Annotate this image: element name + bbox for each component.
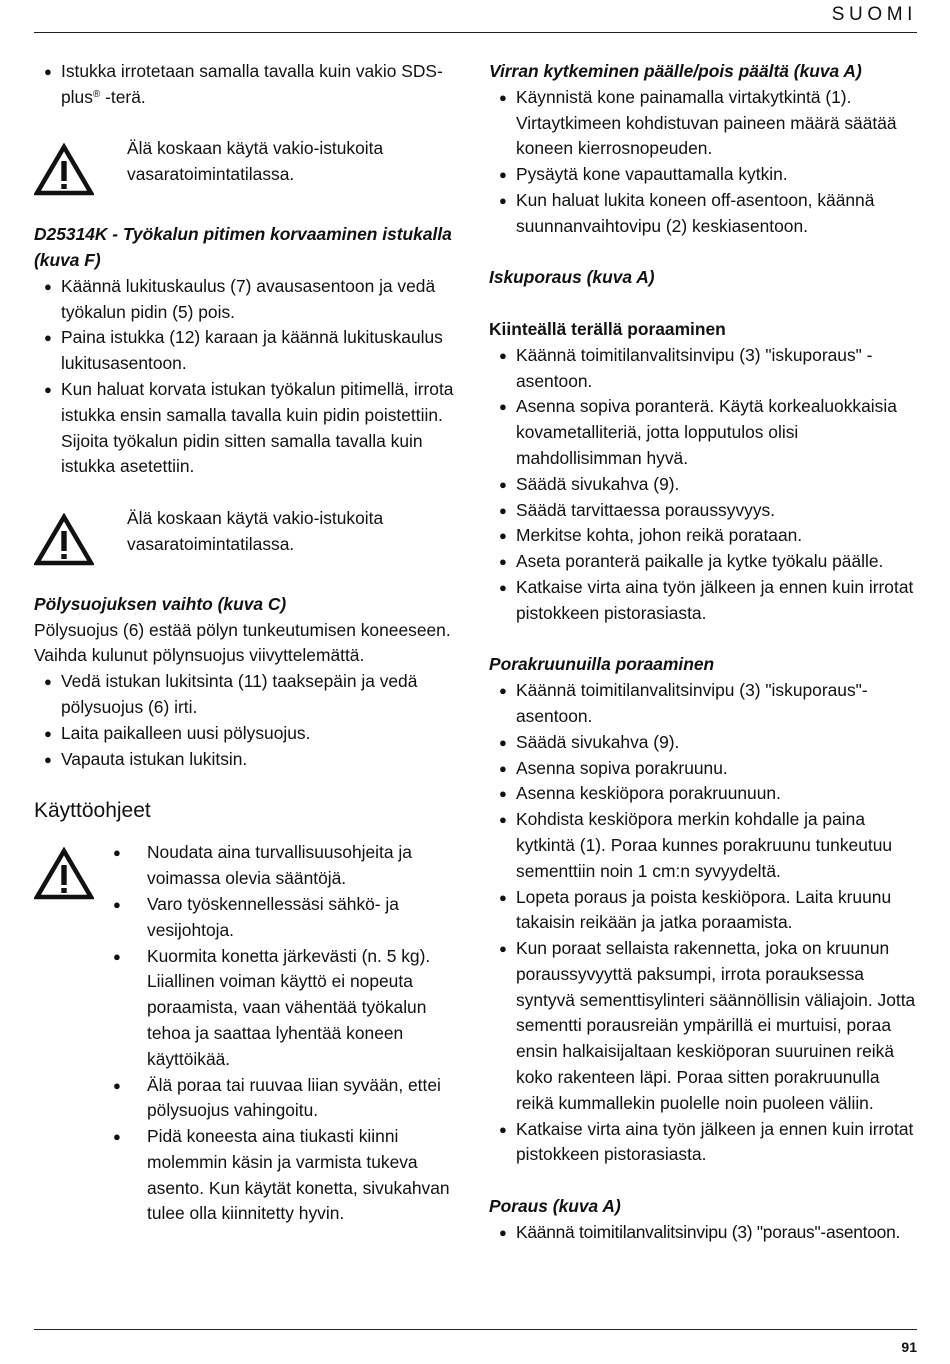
list-item: ● Laita paikalleen uusi pölysuojus.: [34, 721, 464, 747]
intro-list: [34, 59, 464, 111]
dust-list: [34, 669, 464, 772]
warning-block: [34, 506, 464, 566]
list-item: ● Katkaise virta aina työn jälkeen ja ennen kuin irrotat pistokkeen pistorasiasta.: [489, 1117, 919, 1169]
list-item: ● Paina istukka (12) karaan ja käännä lukituskaulus lukitusasentoon.: [34, 325, 464, 377]
list-item: ● Aseta poranterä paikalle ja kytke työkalu päälle.: [489, 549, 919, 575]
left-column: [34, 59, 464, 1227]
list-item: ● Katkaise virta aina työn jälkeen ja ennen kuin irrotat pistokkeen pistorasiasta.: [489, 575, 919, 627]
warning-block: [34, 136, 464, 196]
list-item: ● Merkitse kohta, johon reikä porataan.: [489, 523, 919, 549]
list-item: ● Kun haluat korvata istukan työkalun pitimellä, irrota istukka ensin samalla tavalla kuin pidin poistettiin. Sijoita työkalun pidin sitten samalla tavalla kuin istukka asetettiin.: [34, 377, 464, 480]
list-item: ● Säädä tarvittaessa poraussyvyys.: [489, 498, 919, 524]
right-column: [489, 59, 919, 1246]
list-item: ● Pidä koneesta aina tiukasti kiinni molemmin käsin ja varmista tukeva asento. Kun käytät konetta, sivukahvan tulee olla kiinnitetty hyvin.: [127, 1124, 464, 1227]
section-heading-solid: Kiinteällä terällä poraaminen: [489, 318, 726, 339]
list-item: ● Käynnistä kone painamalla virtakytkintä (1). Virtaytkimeen kohdistuvan paineen määrä säätää koneen kierrosnopeuden.: [489, 85, 919, 162]
list-item: ● Käännä toimitilanvalitsinvipu (3) "iskuporaus" -asentoon.: [489, 343, 919, 395]
page-number: 91: [901, 1339, 917, 1355]
dust-paragraph: Pölysuojus (6) estää pölyn tunkeutumisen koneeseen. Vaihda kulunut pölynsuojus viivyttelemättä.: [34, 619, 451, 666]
section-heading-chuck: D25314K - Työkalun pitimen korvaaminen istukalla (kuva F): [34, 224, 452, 270]
section-heading-hammer: Iskuporaus (kuva A): [489, 267, 655, 288]
warning-icon: [34, 847, 94, 900]
registered-mark: ®: [92, 88, 101, 100]
solid-list: [489, 343, 919, 627]
chuck-list: [34, 274, 464, 480]
section-heading-power: Virran kytkeminen päälle/pois päältä (kuva A): [489, 61, 862, 81]
warning-icon: [34, 513, 94, 566]
list-item: ● Asenna keskiöpora porakruunuun.: [489, 781, 919, 807]
language-label: SUOMI: [831, 4, 917, 25]
list-item: ● Varo työskennellessäsi sähkö- ja vesijohtoja.: [127, 892, 464, 944]
footer-rule: [34, 1329, 917, 1330]
usage-warning-block: [34, 840, 464, 1227]
list-item: ● Istukka irrotetaan samalla tavalla kuin vakio SDS-plus® -terä.: [34, 59, 464, 111]
list-item: ● Käännä toimitilanvalitsinvipu (3) "poraus"-asentoon.: [489, 1220, 919, 1246]
drill-list: [489, 1220, 919, 1246]
list-item: ● Säädä sivukahva (9).: [489, 730, 919, 756]
list-item: ● Kun haluat lukita koneen off-asentoon, käännä suunnanvaihtovipu (2) keskiasentoon.: [489, 188, 919, 240]
list-item: ● Pysäytä kone vapauttamalla kytkin.: [489, 162, 919, 188]
list-item: ● Kun poraat sellaista rakennetta, joka on kruunun poraussyvyyttä paksumpi, irrota porauksessa syntyvä sementtisylinteri säännöllisin väliajoin. Jotta sementti porausreiän ympärillä ei murtuisi, poraa ensin halkaisijaltaan keskiöporan suuruinen reikä koko rakenteen läpi. Poraa sitten porakruunulla reikä kummallekin puolelle noin puoleen väliin.: [489, 936, 919, 1117]
core-list: [489, 678, 919, 1168]
section-heading-core: Porakruunuilla poraaminen: [489, 654, 715, 675]
list-item: ● Vedä istukan lukitsinta (11) taaksepäin ja vedä pölysuojus (6) irti.: [34, 669, 464, 721]
list-item: ● Käännä lukituskaulus (7) avausasentoon ja vedä työkalun pidin (5) pois.: [34, 274, 464, 326]
list-item: ● Lopeta poraus ja poista keskiöpora. Laita kruunu takaisin reikään ja jatka poraamista.: [489, 885, 919, 937]
header-rule: [34, 32, 917, 33]
list-item: ● Noudata aina turvallisuusohjeita ja voimassa olevia sääntöjä.: [127, 840, 464, 892]
list-item: ● Asenna sopiva porakruunu.: [489, 756, 919, 782]
warning-text: Älä koskaan käytä vakio-istukoita vasaratoimintatilassa.: [127, 507, 384, 554]
list-item: ● Säädä sivukahva (9).: [489, 472, 919, 498]
warning-icon: [34, 143, 94, 196]
warning-text: Älä koskaan käytä vakio-istukoita vasaratoimintatilassa.: [127, 138, 384, 185]
list-item: ● Kohdista keskiöpora merkin kohdalle ja paina kytkintä (1). Poraa kunnes porakruunu tunkeutuu sementtiin noin 1 cm:n syvyydeltä.: [489, 807, 919, 884]
section-heading-drill: Poraus (kuva A): [489, 1196, 621, 1217]
section-heading-usage: Käyttöohjeet: [34, 799, 151, 823]
power-list: [489, 85, 919, 240]
section-heading-dust: Pölysuojuksen vaihto (kuva C): [34, 593, 287, 614]
list-item: ● Asenna sopiva poranterä. Käytä korkealuokkaisia kovametalliteriä, jotta lopputulos olisi mahdollisimman hyvä.: [489, 394, 919, 471]
list-item: ● Käännä toimitilanvalitsinvipu (3) "iskuporaus"-asentoon.: [489, 678, 919, 730]
usage-list: [127, 840, 464, 1227]
list-item: ● Kuormita konetta järkevästi (n. 5 kg). Liiallinen voiman käyttö ei nopeuta poraamista, vaan vähentää työkalun tehoa ja saattaa lyhentää koneen käyttöikää.: [127, 944, 464, 1073]
list-item: ● Vapauta istukan lukitsin.: [34, 747, 464, 773]
list-item: ● Älä poraa tai ruuvaa liian syvään, ettei pölysuojus vahingoitu.: [127, 1073, 464, 1125]
